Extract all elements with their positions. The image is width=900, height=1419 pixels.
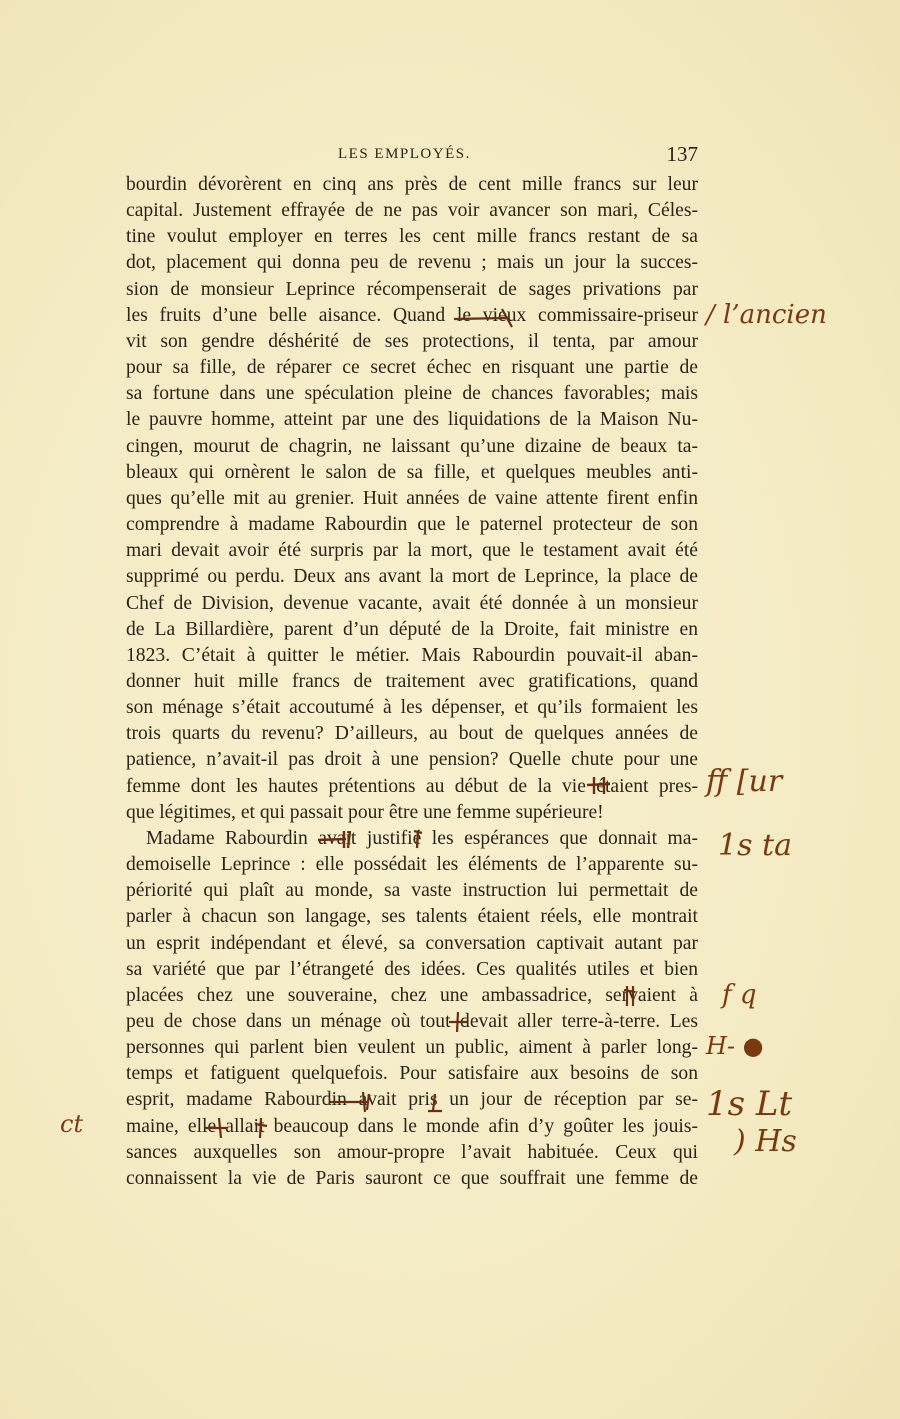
text-line: un esprit indépendant et élevé, sa conversation captivait autant par bbox=[126, 932, 698, 954]
paragraph-start-line: Madame Rabourdin avait justifié les espérances que donnait ma- bbox=[146, 827, 698, 849]
text-line: maine, elle allait beaucoup dans le monde afin d’y goûter les jouis- bbox=[126, 1115, 698, 1137]
page-header bbox=[128, 142, 698, 168]
correction-mark bbox=[252, 1116, 270, 1140]
text-line: peu de chose dans un ménage où tout devait aller terre-à-terre. Les bbox=[126, 1011, 698, 1032]
text-line: le pauvre homme, atteint par une des liquidations de la Maison Nu- bbox=[126, 409, 698, 431]
text-line: trois quarts du revenu? D’ailleurs, au bout de quelques années de bbox=[126, 723, 698, 745]
correction-mark bbox=[621, 984, 639, 1008]
text-line: cingen, mourut de chagrin, ne laissant qu’une dizaine de beaux ta- bbox=[126, 435, 698, 457]
text-line: Chef de Division, devenue vacante, avait été donnée à un monsieur bbox=[126, 592, 698, 614]
correction-mark bbox=[411, 828, 425, 850]
text-line: placées chez une souveraine, chez une ambassadrice, servaient à bbox=[126, 984, 698, 1006]
text-line: son ménage s’était accoutumé à les dépenser, et qu’ils formaient les bbox=[126, 697, 698, 719]
text-line: bourdin dévorèrent en cinq ans près de cent mille francs sur leur bbox=[126, 174, 698, 195]
text-line: dot, placement qui donna peu de revenu ; mais un jour la succes- bbox=[126, 252, 698, 274]
text-line: parler à chacun son langage, ses talents étaient réels, elle montrait bbox=[126, 906, 698, 928]
text-line: sion de monsieur Leprince récompenserait de sages privations par bbox=[126, 278, 698, 300]
text-line: bleaux qui ornèrent le salon de sa fille, et quelques meubles anti- bbox=[126, 461, 698, 483]
correction-mark bbox=[425, 1090, 445, 1114]
text-line: donner huit mille francs de traitement avec gratifications, quand bbox=[126, 670, 698, 692]
correction-mark bbox=[327, 1090, 375, 1114]
correction-mark bbox=[447, 1010, 469, 1034]
margin-annotation: ff [ur bbox=[706, 764, 783, 799]
text-line: pour sa fille, de réparer ce secret échec en risquant une partie de bbox=[126, 357, 698, 379]
text-line: connaissent la vie de Paris sauront ce que souffrait une femme de bbox=[126, 1167, 698, 1189]
margin-annotation: ct bbox=[60, 1110, 84, 1138]
correction-mark bbox=[316, 828, 356, 850]
margin-annotation: 1s ta bbox=[718, 828, 792, 863]
text-line: sa fortune dans une spéculation pleine de chances favorables; mais bbox=[126, 383, 698, 405]
text-line: personnes qui parlent bien veulent un public, aiment à parler long- bbox=[126, 1037, 698, 1059]
text-line: 1823. C’était à quitter le métier. Mais Rabourdin pouvait-il aban- bbox=[126, 644, 698, 666]
margin-annotation: 1s Lt bbox=[706, 1084, 793, 1124]
text-line: tine voulut employer en terres les cent mille francs restant de sa bbox=[126, 226, 698, 248]
strike-through-mark bbox=[203, 1116, 231, 1140]
page-number: 137 bbox=[666, 142, 698, 166]
text-line: femme dont les hautes prétentions au début de la vie étaient pres- bbox=[126, 775, 698, 797]
text-line: de La Billardière, parent d’un député de la Droite, fait ministre en bbox=[126, 618, 698, 640]
running-title: LES EMPLOYÉS. bbox=[338, 146, 471, 162]
text-line: mari devait avoir été surpris par la mort, que le testament avait été bbox=[126, 540, 698, 562]
text-line: sances auxquelles son amour-propre l’avait habituée. Ceux qui bbox=[126, 1141, 698, 1163]
text-line: ques qu’elle mit au grenier. Huit années de vaine attente firent enfin bbox=[126, 487, 698, 509]
paragraph-end-line: que légitimes, et qui passait pour être une femme supérieure! bbox=[126, 801, 604, 823]
text-line: capital. Justement effrayée de ne pas voir avancer son mari, Céles- bbox=[126, 200, 698, 222]
correction-mark bbox=[584, 774, 614, 796]
text-line: sa variété que par l’étrangeté des idées. Ces qualités utiles et bien bbox=[126, 958, 698, 980]
text-line: comprendre à madame Rabourdin que le paternel protecteur de son bbox=[126, 514, 698, 536]
text-line: périorité qui plaît au monde, sa vaste instruction lui permettait de bbox=[126, 880, 698, 902]
body-text bbox=[126, 172, 698, 1192]
text-line: les fruits d’une belle aisance. Quand le vieux commissaire-priseur bbox=[126, 304, 698, 326]
text-line: esprit, madame Rabourdin avait pris un jour de réception par se- bbox=[126, 1089, 698, 1111]
text-line: temps et fatiguent quelquefois. Pour satisfaire aux besoins de son bbox=[126, 1063, 698, 1085]
text-line: vit son gendre déshérité de ses protections, il tenta, par amour bbox=[126, 330, 698, 352]
text-line: demoiselle Leprince : elle possédait les éléments de l’apparente su- bbox=[126, 854, 698, 876]
text-line: patience, n’avait-il pas droit à une pension? Quelle chute pour une bbox=[126, 749, 698, 771]
margin-annotation: / l’ancien bbox=[706, 300, 827, 330]
text-line: supprimé ou perdu. Deux ans avant la mort de Leprince, la place de bbox=[126, 566, 698, 588]
margin-annotation: H- ● bbox=[706, 1032, 764, 1060]
strike-through-mark bbox=[452, 307, 516, 329]
margin-annotation: ) Hs bbox=[734, 1124, 797, 1159]
margin-annotation: f q bbox=[722, 980, 757, 1010]
